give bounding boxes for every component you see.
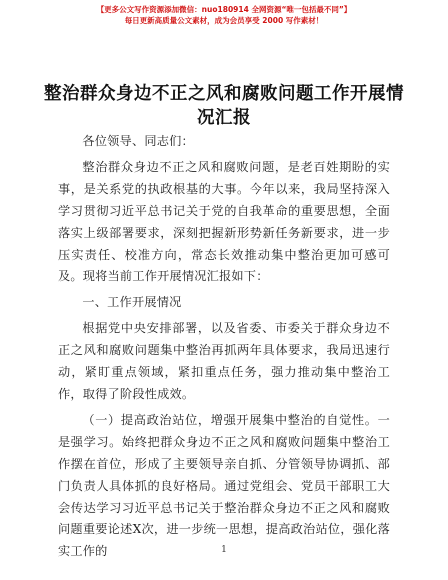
promo-banner-line-1: 【更多公文写作资源添加微信：nuo180914 全网资源“唯一包括最不同”】: [96, 5, 352, 14]
document-body: [58, 131, 390, 563]
section-heading: 一、工作开展情况: [82, 295, 182, 310]
document-title: 整治群众身边不正之风和腐败问题工作开展情况汇报: [44, 84, 404, 128]
body-paragraph: （一）提高政治站位，增强开展集中整治的自觉性。一是强学习。始终把群众身边不正之风和腐败问题集中整治工作摆在首位，形成了主要领导亲自抓、分管领导协调抓、部门负责人具体抓的良好格局。通过党组会、党员干部职工大会传达学习习近平总书记关于整治群众身边不正之风和腐败问题重要论述X次，进一步统一思想，提高政治站位，强化落实工作的: [58, 412, 390, 559]
promo-banner-line-2: 每日更新高质量公文素材，成为会员享受 2000 写作素材！: [124, 16, 324, 25]
promo-banner: [0, 4, 448, 26]
page-number: 1: [221, 545, 227, 555]
body-paragraph: 根据党中央安排部署，以及省委、市委关于群众身边不正之风和腐败问题集中整治再抓两年具体要求，我局迅速行动，紧盯重点领域，紧扣重点任务，强力推动集中整治工作，取得了阶段性成效。: [58, 321, 390, 401]
salutation: 各位领导、同志们：: [82, 134, 194, 148]
intro-paragraph: 整治群众身边不正之风和腐败问题，是老百姓期盼的实事，是关系党的执政根基的大事。今年以来，我局坚持深入学习贯彻习近平总书记关于党的自我革命的重要思想，全面落实上级部署要求，深刻把握新形势新任务新要求，进一步压实责任、校准方向，常态长效推动集中整治更加可感可及。现将当前工作开展情况汇报如下：: [58, 159, 390, 284]
